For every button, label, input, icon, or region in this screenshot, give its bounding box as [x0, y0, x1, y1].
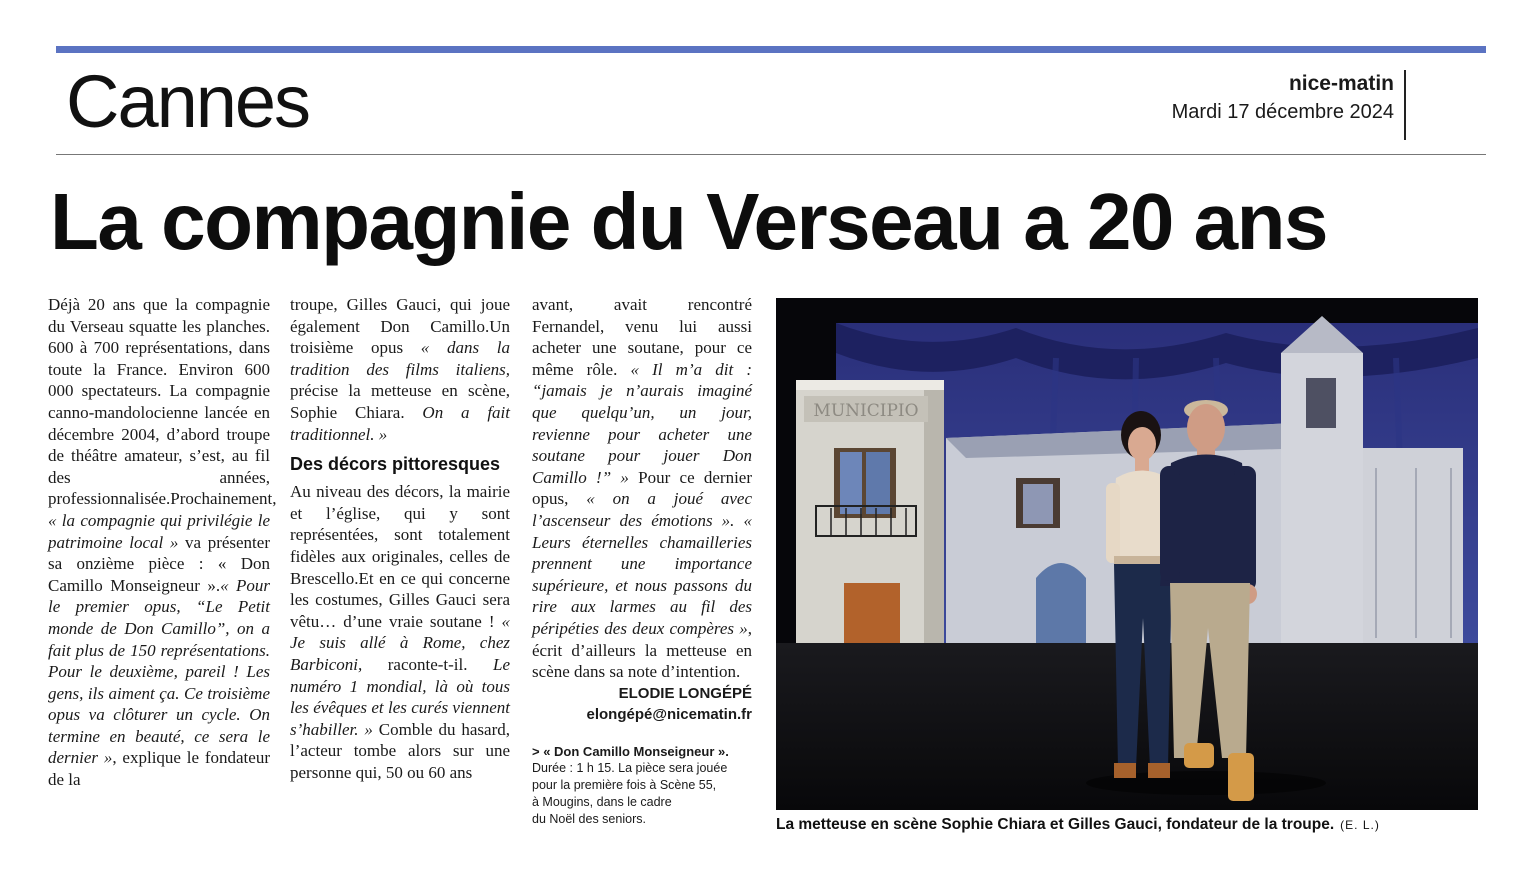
text-run: précise la metteuse en scène, Sophie Chiara. [290, 381, 510, 422]
article-column-1 [48, 294, 277, 791]
text-run: va présenter sa onzième pièce : « Don Camillo Monseigneur ». [48, 532, 270, 595]
show-info-box [532, 743, 752, 828]
author-name: ELODIE LONGÉPÉ [618, 684, 752, 702]
article-column-3 [532, 294, 752, 828]
show-info-line: du Noël des seniors. [532, 811, 646, 826]
text-run: « Pour le premier opus, “Le Petit monde de Don Camillo”, on a fait plus de 150 représentations. Pour le deuxième, pareil ! Les gens, ils aiment ça. Ce troisième opus va clôturer un cycle. On termine en beauté, ce sera le dernier » [48, 575, 270, 768]
header-bottom-rule [56, 154, 1486, 155]
article-column-2 [290, 294, 510, 783]
text-run: Pour ce dernier opus, [532, 467, 752, 509]
show-info-line: à Mougins, dans le cadre [532, 794, 672, 809]
newspaper-name: nice-matin [1288, 72, 1394, 95]
article-headline: La compagnie du Verseau a 20 ans [50, 177, 1327, 266]
text-run: « dans la tradition des films italiens, [290, 338, 510, 379]
show-info-line: Durée : 1 h 15. La pièce sera jouée [532, 760, 728, 775]
text-run: « Il m’a dit : “jamais je n’aurais imaginé que quelqu’un, un jour, revienne pour acheter une soutane pour jouer Don Camillo !” » [532, 359, 752, 487]
text-run: Et en ce qui concerne les costumes, Gilles Gauci sera vêtu… d’une vraie soutane ! [290, 568, 510, 631]
show-title: > « Don Camillo Monseigneur ». [532, 743, 729, 759]
caption-text: La metteuse en scène Sophie Chiara et Gilles Gauci, fondateur de la troupe. [776, 816, 1335, 833]
text-run: « Je suis allé à Rome, chez Barbiconi, [290, 611, 510, 674]
article-subhead: Des décors pittoresques [290, 454, 501, 475]
text-run: « la compagnie qui privilégie le patrimoine local » [48, 510, 270, 552]
column-2-text [290, 294, 510, 445]
show-info-line: pour la première fois à Scène 55, [532, 777, 717, 792]
text-run: , écrit d’ailleurs la metteuse en scène dans sa note d’intention. [532, 618, 752, 682]
column-3-text [532, 294, 752, 683]
masthead-divider [1404, 70, 1406, 140]
byline [532, 683, 752, 725]
issue-date: Mardi 17 décembre 2024 [1171, 101, 1394, 123]
text-run: Au niveau des décors, la mairie et l’église, qui y sont représentées, sont totalement fidèles aux originales, celles de Brescello. [290, 482, 510, 588]
text-run: « on a joué avec l’ascenseur des émotions ». « Leurs éternelles chamailleries prennent une importance supérieure, et nous passons du rire aux larmes au fil des péripéties des deux compères » [532, 489, 752, 638]
column-1-text [48, 294, 277, 791]
text-run: Un troisième opus [290, 316, 510, 358]
section-title: Cannes [66, 60, 310, 143]
photo-credit: (E. L.) [1340, 818, 1380, 832]
text-run: Prochainement, [170, 489, 277, 509]
municipio-sign: MUNICIPIO [813, 401, 919, 421]
text-run: Le numéro 1 mondial, là où tous les évêques et les curés viennent s’habiller. » [290, 654, 510, 739]
stage-photo-illustration [776, 298, 1478, 810]
photo-caption [776, 816, 1486, 834]
author-email[interactable]: elongépé@nicematin.fr [586, 705, 752, 723]
stage-photo [776, 298, 1478, 810]
text-run: troupe, Gilles Gauci, qui joue également Don Camillo. [290, 295, 510, 336]
text-run: Déjà 20 ans que la compagnie du Verseau squatte les planches. 600 à 700 représentations, dans toute la France. Environ 600 000 spectateurs. La compagnie canno-mandolocienne lancée en décembre 2004, d’abord troupe de théâtre amateur, s’est, au fil des années, professionnalisée. [48, 295, 270, 509]
text-run: raconte-t-il. [387, 654, 493, 674]
column-2b-text [290, 481, 510, 783]
text-run: On a fait traditionnel. » [290, 402, 510, 444]
masthead [1172, 70, 1394, 126]
text-run: avant, avait rencontré Fernandel, venu lui aussi acheter une soutane, pour ce même rôle. [532, 295, 752, 379]
text-run: Comble du hasard, l’acteur tombe alors sur une personne qui, 50 ou 60 ans [290, 719, 510, 782]
text-run: , explique le fondateur de la [48, 748, 270, 790]
header-top-rule [56, 46, 1486, 53]
